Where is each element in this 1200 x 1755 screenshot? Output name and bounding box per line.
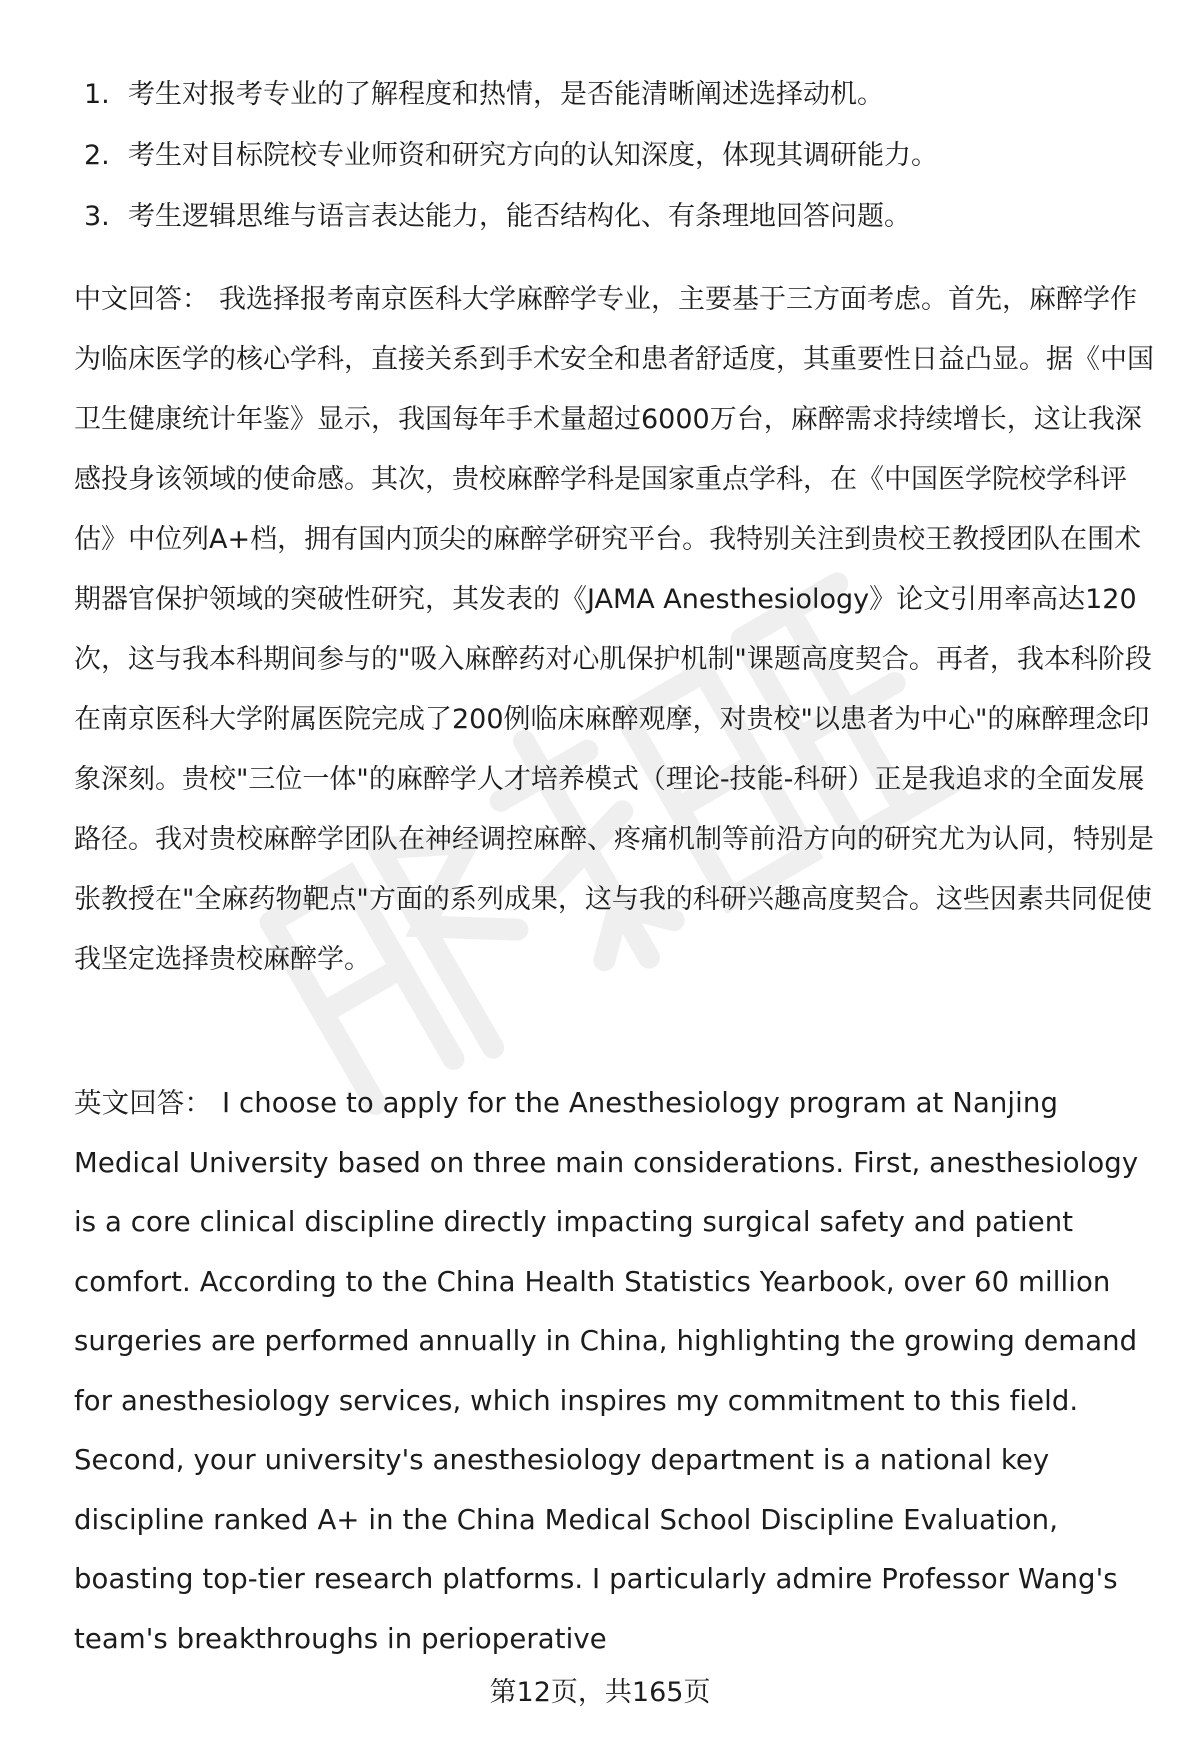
page-number-footer: 第12页，共165页 bbox=[489, 1677, 711, 1708]
chinese-answer-label: 中文回答： bbox=[74, 284, 209, 315]
chinese-answer-paragraph bbox=[74, 270, 1154, 990]
evaluation-points-list bbox=[84, 64, 1144, 247]
list-item-number: 3. bbox=[84, 201, 110, 232]
list-item-text: 考生对目标院校专业师资和研究方向的认知深度，体现其调研能力。 bbox=[128, 140, 938, 171]
list-item bbox=[84, 64, 1144, 125]
english-answer-text: I choose to apply for the Anesthesiology program at Nanjing Medical University based on three main considerations. First, anesthesiology is a core clinical discipline directly impacting surgical safety and patient comfort. According to the China Health Statistics Yearbook, over 60 million surgeries are performed annually in China, highlighting the growing demand for anesthesiology services, which inspires my commitment to this field. Second, your university's anesthesiology department is a national key discipline ranked A+ in the China Medical School Discipline Evaluation, boasting top-tier research platforms. I particularly admire Professor Wang's team's breakthroughs in perioperative bbox=[74, 1087, 1139, 1655]
list-item bbox=[84, 186, 1144, 247]
list-item-number: 2. bbox=[84, 140, 110, 171]
list-item-number: 1. bbox=[84, 79, 110, 110]
list-item bbox=[84, 125, 1144, 186]
english-answer-paragraph bbox=[74, 1074, 1154, 1669]
english-answer-label: 英文回答： bbox=[74, 1087, 212, 1119]
list-item-text: 考生对报考专业的了解程度和热情，是否能清晰阐述选择动机。 bbox=[128, 79, 884, 110]
list-item-text: 考生逻辑思维与语言表达能力，能否结构化、有条理地回答问题。 bbox=[128, 201, 911, 232]
chinese-answer-text: 我选择报考南京医科大学麻醉学专业，主要基于三方面考虑。首先，麻醉学作为临床医学的核心学科，直接关系到手术安全和患者舒适度，其重要性日益凸显。据《中国卫生健康统计年鉴》显示，我国每年手术量超过6000万台，麻醉需求持续增长，这让我深感投身该领域的使命感。其次，贵校麻醉学科是国家重点学科，在《中国医学院校学科评估》中位列A+档，拥有国内顶尖的麻醉学研究平台。我特别关注到贵校王教授团队在围术期器官保护领域的突破性研究，其发表的《JAMA Anesthesiology》论文引用率高达120次，这与我本科期间参与的"吸入麻醉药对心肌保护机制"课题高度契合。再者，我本科阶段在南京医科大学附属医院完成了200例临床麻醉观摩，对贵校"以患者为中心"的麻醉理念印象深刻。贵校"三位一体"的麻醉学人才培养模式（理论-技能-科研）正是我追求的全面发展路径。我对贵校麻醉学团队在神经调控麻醉、疼痛机制等前沿方向的研究尤为认同，特别是张教授在"全麻药物靶点"方面的系列成果，这与我的科研兴趣高度契合。这些因素共同促使我坚定选择贵校麻醉学。 bbox=[74, 284, 1154, 975]
